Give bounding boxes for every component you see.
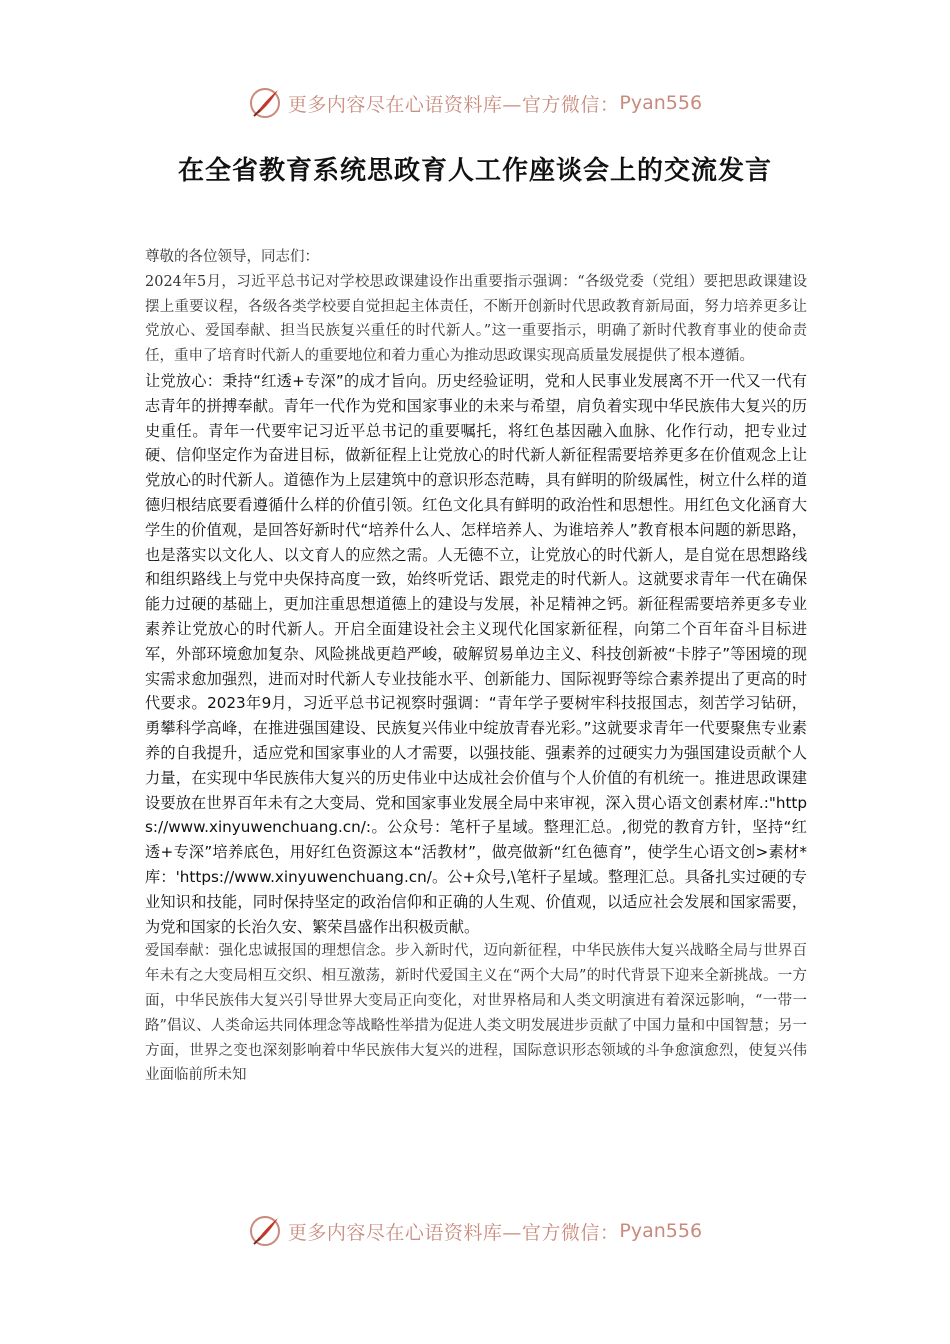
section-patriotic-dedication: 爱国奉献：强化忠诚报国的理想信念。步入新时代，迈向新征程，中华民族伟大复兴战略全局与世界百年未有之大变局相互交织、相互激荡，新时代爱国主义在“两个大局”的时代背景下迎来全新挑战。一方面，中华民族伟大复兴引导世界大变局正向变化，对世界格局和人类文明演进有着深远影响，“一带一路”倡议、人类命运共同体理念等战略性举措为促进人类文明发展进步贡献了中国力量和中国智慧；另一方面，世界之变也深刻影响着中华民族伟大复兴的进程，国际意识形态领域的斗争愈演愈烈，使复兴伟业面临前所未知 xyxy=(145,943,807,1084)
watermark-text: 更多内容尽在心语资料库—官方微信： xyxy=(287,93,620,116)
watermark-text: 更多内容尽在心语资料库—官方微信： xyxy=(287,1221,620,1244)
watermark-wechat-id: Pyan556 xyxy=(619,1220,703,1242)
greeting: 尊敬的各位领导，同志们： xyxy=(145,249,319,265)
document-title: 在全省教育系统思政育人工作座谈会上的交流发言 xyxy=(177,156,772,186)
quill-logo-icon xyxy=(248,1214,282,1248)
section-party-trust: 让党放心：秉持“红透+专深”的成才旨向。历史经验证明，党和人民事业发展离不开一代又一代有志青年的拼搏奉献。青年一代作为党和国家事业的未来与希望，肩负着实现中华民族伟大复兴的历史重任。青年一代要牢记习近平总书记的重要嘱托，将红色基因融入血脉、化作行动，把专业过硬、信仰坚定作为奋进目标，做新征程上让党放心的时代新人新征程需要培养更多在价值观念上让党放心的时代新人。道德作为上层建筑中的意识形态范畴，具有鲜明的阶级属性，树立什么样的道德归根结底要看遵循什么样的价值引领。红色文化具有鲜明的政治性和思想性。用红色文化涵育大学生的价值观，是回答好新时代“培养什么人、怎样培养人、为谁培养人”教育根本问题的新思路，也是落实以文化人、以文育人的应然之需。人无德不立，让党放心的时代新人，是自觉在思想路线和组织路线上与党中央保持高度一致，始终听党话、跟党走的时代新人。这就要求青年一代在确保能力过硬的基础上，更加注重思想道德上的建设与发展，补足精神之钙。新征程需要培养更多专业素养让党放心的时代新人。开启全面建设社会主义现代化国家新征程，向第二个百年奋斗目标进军，外部环境愈加复杂、风险挑战更趋严峻，破解贸易单边主义、科技创新被“卡脖子”等困境的现实需求愈加强烈，进而对时代新人专业技能水平、创新能力、国际视野等综合素养提出了更高的时代要求。2023年9月，习近平总书记视察时强调：“青年学子要树牢科技报国志，刻苦学习钻研，勇攀科学高峰，在推进强国建设、民族复兴伟业中绽放青春光彩。”这就要求青年一代要聚焦专业素养的自我提升，适应党和国家事业的人才需要，以强技能、强素养的过硬实力为强国建设贡献个人力量，在实现中华民族伟大复兴的历史伟业中达成社会价值与个人价值的有机统一。推进思政课建设要放在世界百年未有之大变局、党和国家事业发展全局中来审视，深入贯心语文创素材库.:"https://www.xinyuwenchuang.cn/:。公众号：笔杆子星域。整理汇总。,彻党的教育方针，坚持“红透+专深”培养底色，用好红色资源这本“活教材”，做亮做新“红色德育”，使学生心语文创>素材*库：'https://www.xinyuwenchuang.cn/。公+众号,\笔杆子星域。整理汇总。具备扎实过硬的专业知识和技能，同时保持坚定的政治信仰和正确的人生观、价值观，以适应社会发展和国家需要，为党和国家的长治久安、繁荣昌盛作出积极贡献。 xyxy=(145,371,807,936)
document-body xyxy=(145,245,807,1088)
intro-paragraph: 2024年5月，习近平总书记对学校思政课建设作出重要指示强调：“各级党委（党组）要把思政课建设摆上重要议程，各级各类学校要自觉担起主体责任，不断开创新时代思政教育新局面，努力培养更多让党放心、爱国奉献、担当民族复兴重任的时代新人。”这一重要指示，明确了新时代教育事业的使命责任，重申了培育时代新人的重要地位和着力重心为推动思政课实现高质量发展提供了根本遵循。 xyxy=(145,273,807,365)
watermark-wechat-id: Pyan556 xyxy=(619,92,703,114)
footer-watermark xyxy=(0,1211,950,1251)
header-watermark xyxy=(0,83,950,123)
quill-logo-icon xyxy=(248,86,282,120)
